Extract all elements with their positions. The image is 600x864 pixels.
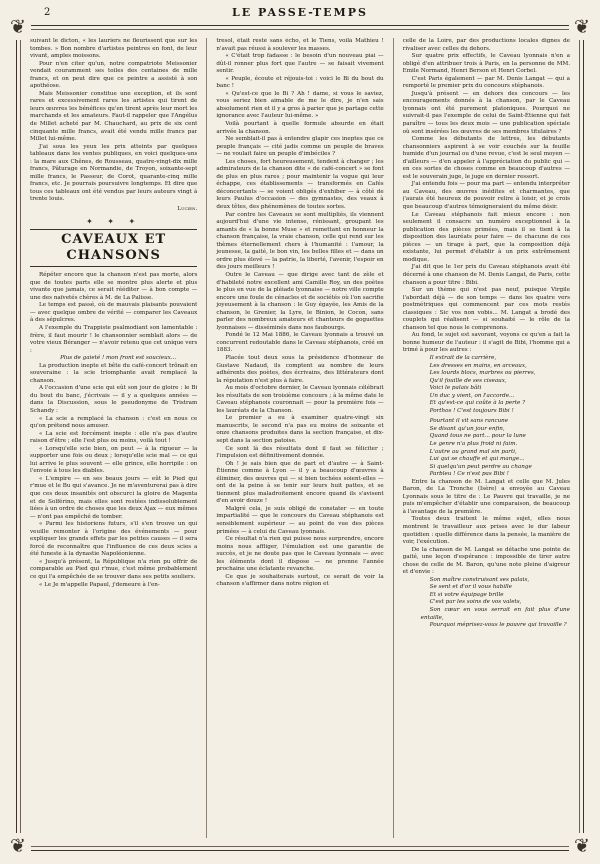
verse-line: Porthos ! C'est toujours Bibi !: [429, 407, 514, 414]
verse-line: Et si votre équipage brille: [429, 591, 504, 598]
verse-line: Voici le palais bâti: [429, 385, 482, 392]
verse-line: C'est par les soins de vos valets,: [429, 599, 522, 606]
author-signature: Lucien.: [177, 206, 198, 213]
paragraph: Le temps est passé, où de mauvais plaisants pouvaient — avec quelque ombre de vérité — comparer les Caveaux à des sépulcres.: [30, 302, 198, 324]
paragraph: De la chanson de M. Langat se détache une pointe de gaité, une leçon d'espérance : impossible de tirer autre chose de celle de M. Baron, qu'une note pleine d'aigreur et d'envie :: [402, 546, 570, 576]
verse-line: Un duc y vient, on l'accorde...: [429, 392, 515, 399]
paragraph: J'ai dit que le 1er prix du Caveau stéphanois avait été décerné à une chanson de M. Denis Langat, de Paris, cette chanson a pour titre : Bibi.: [402, 264, 570, 286]
verse-line: Et qu'est-ce qui coûte à la perte ?: [429, 400, 526, 407]
paragraph: J'ai sous les yeux les prix atteints par quelques tableaux dans les ventes publiques, en voici quelques-uns : la mare aux Chênes, de Rousseau, quatre-vingt-dix mille francs, Pâturage en Normandie, de Troyon, soixante-sept mille francs, le Passeur, de Corot, quarante-cinq mille francs, etc. Je pourrais poursuivre longtemps. Et dire que tous ces tableaux ont été vendus par leurs auteurs vingt à trente louis.: [30, 143, 198, 203]
paragraph: « Parmi les historiens futurs, s'il s'en trouve un qui veuille remonter à l'origine des événements — pour expliquer les grands effets par les petites causes — il sera forcé de reconnaître que l'influence de ces deux scies a été funeste à la dynastie Napoléonienne.: [30, 521, 198, 558]
corner-ornament-icon: ❦: [569, 833, 595, 859]
paragraph: Malgré cela, je suis obligé de constater — en toute impartialité — que le concours du Caveau stéphanois est sensiblement supérieur — au point de vue des pièces primées — à celui du Caveau lyonnais.: [216, 505, 384, 535]
journal-title: LE PASSE-TEMPS: [232, 6, 368, 19]
verse-line: Pourtant il vit sans rancune: [429, 418, 509, 425]
verse-line: Quand tous ne part... pour la lune: [429, 433, 526, 440]
verse-block: [403, 418, 570, 478]
paragraph: Oh ! je sais bien que de part et d'autre — à Saint-Étienne comme à Lyon — il y a beaucoup d'œuvres à éliminer, des œuvres qui — si bien techées soient-elles — ont de la peine à se tenir sur leurs huit pattes, et se tiennent plus maladroitement encore quand ils s'avisent d'en avoir douze !: [216, 460, 384, 505]
verse-line: Pourquoi méprisez-vous le pauvre qui travaille ?: [429, 622, 567, 629]
paragraph: suivant le dicton, « les lauriers ne fleurissent que sur les tombes. » Bon nombre d'artistes peintres en font, de leur vivant, amples moissons.: [30, 38, 198, 60]
verse-line: Le genre n'a plus froid ni faim.: [429, 440, 518, 447]
paragraph: Par contre les Caveaux se sont multipliés, ils viennent aujourd'hui d'une vie intense, rénissant, groupant les amants de « la bonne Muse » et remettant en honneur la chanson française, la vraie chanson, celle qui rend sur les thèmes éternellement chers à l'humanité : l'amour, la jeunesse, la gaité, le bon vin, les belles filles et — dans un ordre plus élevé — la patrie, la liberté, l'avenir, l'espoir en des jours meilleurs !: [216, 211, 384, 271]
paragraph: celle de la Loire, par des productions locales dignes de rivaliser avec celles du dehors.: [402, 38, 570, 52]
article-columns: [30, 38, 570, 838]
paragraph: J'ai entendu fois — pour ma part — entendu interpréter au Caveau, des œuvres inédites et charmantes, que j'aurais été heureux de pouvoir relire à loisir, et je crois que beaucoup d'autres témoigneraient du même désir.: [402, 181, 570, 211]
column-1: [30, 38, 197, 838]
paragraph: Entre la chanson de M. Langat et celle que M. Jules Baron, de La Tronche (Isère) a envoyée au Caveau Lyonnais sous le titre de : Le Pauvre qui travaille, je ne puis m'empêcher d'établir une comparaison, de beaucoup à l'avantage de la première.: [402, 478, 570, 515]
verse-line: Les lourds blocs, marbres ou pierres,: [429, 370, 536, 377]
corner-ornament-icon: ❦: [5, 14, 31, 40]
verse-line: L'autre au grand mal sin parti,: [429, 448, 517, 455]
paragraph: A l'exemple du Trappiste psalmodiant son lamentable : frère, il faut mourir ! le chansonnier semblait alors — de votre vieux Béranger — n'avoir retenu que cet unique vers :: [30, 324, 198, 354]
page-header: [0, 5, 600, 23]
paragraph: « C'était trop fadasse : le besoin d'un nouveau piai — dût-il ronner plus fort que l'autre — se faisait vivement sentir.: [216, 53, 384, 75]
paragraph: Au mois d'octobre dernier, le Caveau lyonnais célébrait les résultats de son troisième concours ; à la même date le Caveau stéphanois couronnait — pour la première fois — les lauréats de la Chanson.: [216, 385, 384, 414]
verse-line: Son maître construisant ses palais,: [429, 576, 530, 583]
paragraph: C'est Paris également — par M. Denis Langat — qui a remporté le premier prix du concours stéphanois.: [402, 75, 570, 90]
paragraph: Le Caveau stéphanois fait mieux encore : non seulement il consacre un numéro exceptionnel à la publication des pièces primées, mais il se tient à la disposition des lauréats pour faire — de chacune de ces pièces — un tirage à part, que la composition déjà existante, lui permet d'établir à un prix extrêmement modique.: [402, 211, 570, 263]
paragraph: « Qu'est-ce que le Bi ? Ah ! dame, si vous le saviez, vous seriez bien aimable de me le dire, je n'en sais absolument rien et il y a gros à parier que je partage cette ignorance avec l'auteur lui-même. »: [216, 90, 384, 120]
paragraph: Le premier a eu à examiner quatre-vingt six manuscrits, le second n'a pas eu moins de soixante et onze chansons produites dans la section française, et dix-sept dans la section patoise.: [216, 415, 384, 444]
verse-line: Lui qui se chauffe et qui mange...: [429, 456, 525, 463]
verse-line: Les dresses en mains, en arceaux,: [429, 362, 527, 369]
column-3: [403, 38, 570, 838]
paragraph: Répéter encore que la chanson n'est pas morte, alors que de toutes parts elle se montre plus alerte et plus vivante que jamais, ce serait rééditer — à bon compte — une des naïvetés chères à M. de La Palisse.: [30, 272, 198, 301]
verse-line: Parbleu ! Ce n'est pas Bibi !: [429, 471, 509, 478]
paragraph: Jusqu'à présent — en dehors des concours — les encouragements donnés à la chanson, par le Caveau lyonnais ont été purement platoniques. Pourquoi ne suivrait-il pas l'exemple de celui de Saint-Étienne qui fait paraître — tous les deux mois — une publication spéciale où sont insérées les œuvres de ses membres titulaires ?: [402, 90, 570, 135]
page-number: 2: [44, 7, 51, 18]
paragraph: tresol, était resté sans écho, et le Tiens, voilà Mathieu ! n'avait pas réussi à soulever les masses.: [216, 38, 384, 52]
corner-ornament-icon: ❦: [5, 833, 31, 859]
paragraph: Sur quatre prix effectifs, le Caveau lyonnais n'en a obligé d'en attribuer trois à Paris, en la personne de MM. Emile Normand, Henri Berson et Henri Corbel.: [402, 53, 570, 75]
verse-line: Il extrait de la carrière,: [429, 354, 497, 361]
paragraph: Comme les débutants de lettres, les débutants chansonniers aspirent à se voir couchés sur la feuille humide d'un journal ou d'une revue, c'est le seul moyen — d'ailleurs — d'en appeler à l'appréciation du public qui — en ces sortes de choses comme en beaucoup d'autres — est le souverain juge, le juge en dernier ressort.: [402, 136, 570, 180]
paragraph: Placée tout deux sous la présidence d'honneur de Gustave Nadaud, ils comptent au nombre de leurs adhérents des poètes, des écrivains, des littérateurs dont la réputation n'est plus à faire.: [216, 354, 384, 384]
verse-block: [403, 577, 570, 630]
divider-ornament-icon: ✦ ✦ ✦: [86, 216, 142, 226]
paragraph: Ce résultat n'a rien qui puisse nous surprendre, encore moins nous affliger, l'émulation est une garantie de succès, et je ne doute pas que le Caveau lyonnais — avec les éléments dont il dispose — ne prenne l'année prochaine une éclatante revanche.: [216, 536, 384, 573]
verse-line: Si quelqu'un peut perdre au change: [429, 463, 532, 470]
paragraph: Voilà pourtant à quelle formule absurde en était arrivée la chanson.: [216, 121, 384, 135]
paragraph: Mais Meissonier constitue une exception, et ils sont rares et excessivement rares les artistes qui tirent de leurs œuvres les bénéfices qu'en tirent après leur mort les marchands et les amateurs. Faut-il rappeler que l'Angélus de Millet acheté par M. Chauchard, au prix de six cent cinquante mille francs, avait été vendu mille francs par Millet lui-même.: [30, 90, 198, 143]
paragraph: Sur un thème qui n'est pas neuf, puisque Virgile l'abordait déjà — de son temps — dans les quatre vers postmétriques qui commencent par ces mots restés classiques : Sic vos non vobis... M. Langat a brodé des couplets qui réalisent — si souhaité — le rôle de la chanson tel que nous le comprenons.: [402, 287, 570, 331]
paragraph: Les choses, fort heureusement, tendent à changer ; les admirateurs de la chanson dite « de café-concert » se font de plus en plus rares ; pour maintenir la vogue qui leur échappe, ces établissements — transformés en Cafés déconcertants — se voient obligés d'exhiber — à côté de leurs Paulus d'occasion — des gymnastes, des veaux à deux têtes, des phénomènes de toutes sortes.: [216, 158, 384, 211]
corner-ornament-icon: ❦: [569, 14, 595, 40]
column-2: [216, 38, 383, 838]
paragraph: « La scie a remplacé la chanson : c'est en nous ce qu'on prétend nous amuser.: [30, 415, 198, 430]
paragraph: Au fond, le sujet est savorant, voyons ce qu'en a fait la bonne humeur de l'auteur : il s'agit de Bibi, l'homme qui a trimé à pour les autres :: [402, 332, 570, 354]
verse-line: Qu'il fouille de ses ciseaux,: [429, 377, 507, 384]
paragraph: « Lorsqu'elle scie bien, on peut — à la rigueur — la supporter une fois ou deux ; lorsqu'elle scie mal — ce qui lui arrive le plus souvent — elle grince, elle horripile : on l'envoie à tous les diables.: [30, 445, 198, 475]
paragraph: « Peuple, écoute et réjouis-toi : voici le Bi du bout du banc !: [216, 75, 384, 90]
paragraph: Fondé le 12 Mai 1886, le Caveau lyonnais a trouvé un concurrent redoutable dans le Caveau stéphanois, créé en 1883.: [216, 332, 384, 354]
verse-line: Se sent et d'or il vous habille: [429, 584, 512, 591]
paragraph: Ce que je souhaiterais surtout, ce serait de voir la chanson s'affirmer dans notre région et: [216, 573, 384, 588]
verse-block: [403, 355, 570, 415]
paragraph: La production inepte et bête du café-concert trônait en souveraine : la scie triomphante avait remplacé la chanson.: [30, 362, 198, 384]
column-divider: [393, 38, 394, 838]
paragraph: « Le Je m'appelle Papaul, j'demeure à l'en-: [39, 581, 160, 588]
paragraph: « L'empire — en ses beaux jours — eût le Pied qui r'mue et le Bu qui s'avance. Je ne m'aventurerai pas à dire que ces deux insanités ont obscurci la gloire de Magenta et de Solférino, mais elles sont restées indissolublement liées à un ordre de choses que les deux Ajax — eux mêmes — n'ont pas empêché de tomber.: [30, 475, 198, 520]
paragraph: Ce sont là des résultats dont il faut se féliciter ; l'impulsion est définitivement donnée.: [216, 445, 384, 460]
paragraph: Ne semblait-il pas à entendre glapir ces ineptes que ce peuple français — cité jadis comme un peuple de braves — ne voulait faire un peuple d'imbéciles ?: [216, 136, 384, 158]
paragraph: A l'occasion d'une scie qui eût son jour de gloire : le Bi du bout du banc, j'écrivais — il y a quelques années — dans la Discussion, sous le pseudonyme de Tristram Schandy :: [30, 385, 198, 414]
paragraph: Toutes deux traitent le même sujet, elles nous montrent le travailleur aux prises avec le dur labeur quotidien : quelle différence dans la pensée, la manière de voir, l'exécution.: [402, 516, 570, 546]
quoted-verse: Plus de gaieté ! mon front est soucieux...: [60, 355, 177, 362]
paragraph: « Jusqu'à présent, la République n'a rien pu offrir de comparable au Pied qui r'mue, c'est même probablement ce qui l'a empêchée de se trouver dans ses petits souliers.: [30, 558, 198, 580]
section-title: CAVEAUX ET CHANSONS: [30, 229, 197, 267]
paragraph: « La scie est forcément inepte : elle n'a pas d'autre raison d'être ; elle l'est plus ou moins, voilà tout !: [30, 430, 198, 445]
paragraph: Pour n'en citer qu'un, notre compatriote Meissonier vendait couramment ses toiles des centaines de mille francs, et on peut dire que ce peintre a assisté à son apothéose.: [30, 60, 198, 90]
column-divider: [206, 38, 207, 838]
paragraph: Outre le Caveau — que dirige avec tant de zèle et d'habileté notre excellent ami Camille Roy, un des poètes le plus en vue de la pléiade lyonnaise — notre ville compte encore une foule de cénacles et de sociétés où l'on sacrifie joyeusement à la chanson : le Guy égayée, les Amis de la chanson, le Grenier, la Lyre, le Binion, le Cocon, sans parler des nombreux amateurs et chanteurs de goguettes lyonnaises — disséminés dans nos faubourgs.: [216, 271, 384, 331]
verse-line: Son cœur en vous serrait en fait plus d'une entaille,: [420, 607, 570, 621]
verse-line: Se disant qu'un jour enfin,: [429, 425, 505, 432]
